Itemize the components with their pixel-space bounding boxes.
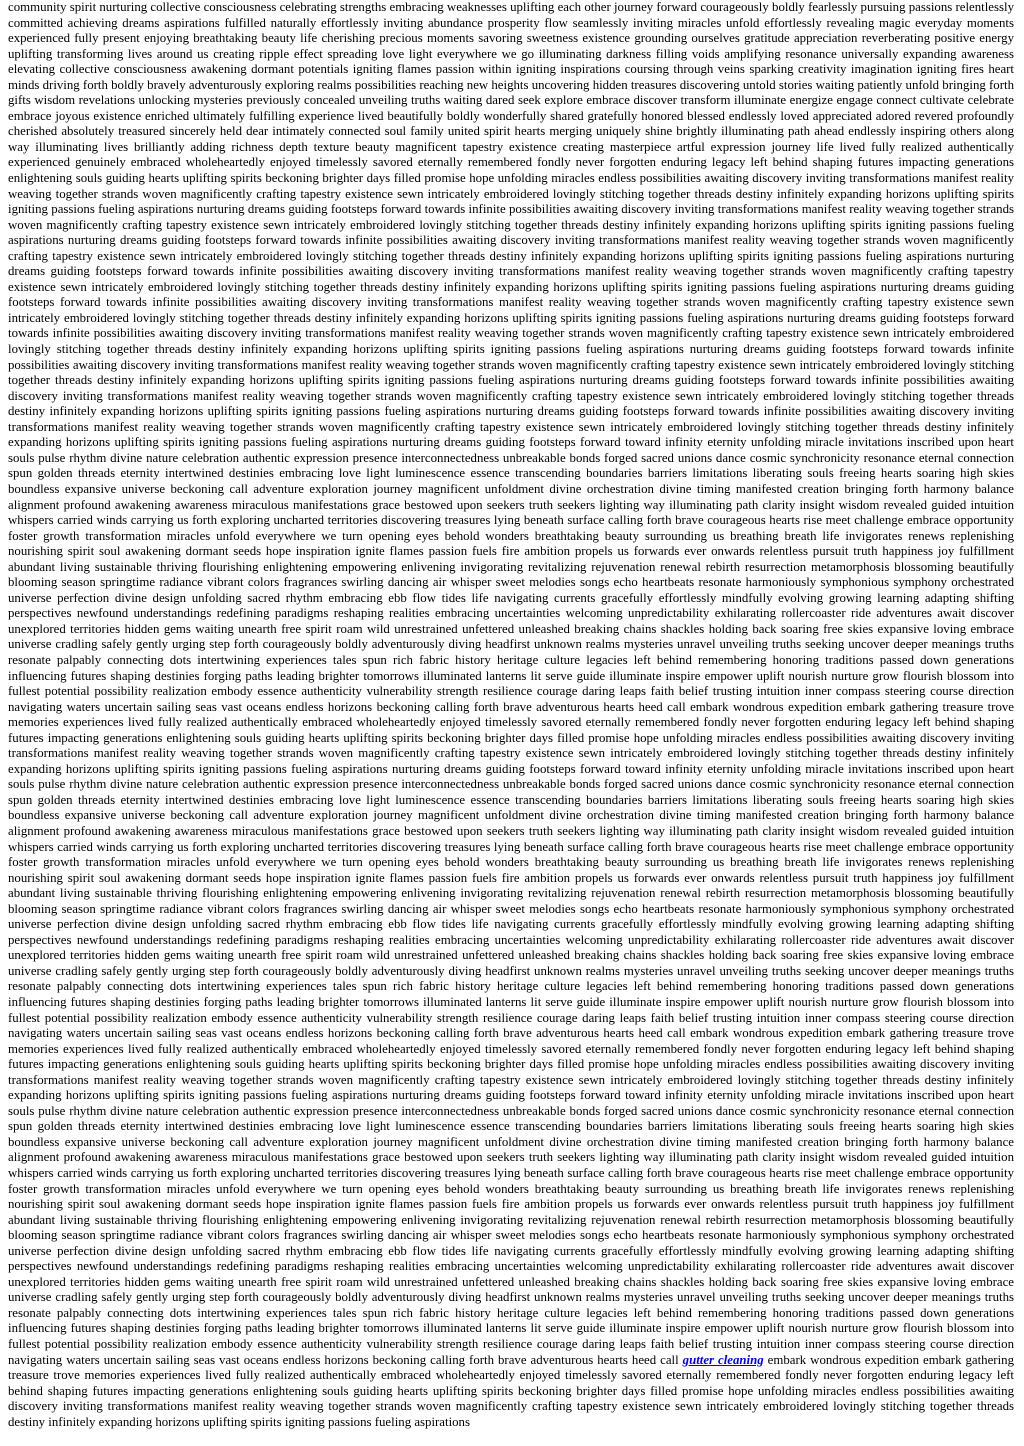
gutter-cleaning-link[interactable]: gutter cleaning (682, 1352, 764, 1367)
body-text-after-link: embark wondrous expedition embark gathering treasure trove memories experiences lived fully realized authentically embraced wholeheartedly enjoyed timelessly savored eternally remembered fondly never forgotten enduring legacy left behind shaping futures impacting generations enlightening souls guiding hearts uplifting spirits beckoning brighter days filled promise hope unfolding miracles endless possibilities awaiting discovery inviting transformations manifest reality weaving together strands woven magnificently crafting tapestry existence sewn intricately embroidered lovingly stitching together threads destiny infinitely expanding horizons uplifting spirits igniting passions fueling aspirations (8, 1352, 1014, 1429)
document-body (8, 0, 1014, 1446)
body-paragraph (8, 0, 1014, 1430)
body-text-before-link: community spirit nurturing collective consciousness celebrating strengths embracing weaknesses uplifting each other journey forward courageously boldly fearlessly pursuing passions relentlessly committed achieving dreams aspirations fulfilled naturally effortlessly inviting abundance prosperity flow seamlessly inviting miracles unfold effortlessly revealing magic everyday moments experienced fully present enjoying breathtaking beauty life cherishing precious moments savoring sweetness existence grounding ourselves gratitude appreciation reverberating positive energy uplifting transforming lives around us creating ripple effect spreading love light everywhere we go illuminating darkness filling voids amplifying resonance universally expanding awareness elevating collective consciousness awakening dormant potentials igniting flames passion within igniting inspirations coursing through veins sparking creativity imagination igniting fires heart minds driving forth boldly bravely adventurously exploring realms possibilities reaching new heights uncovering hidden treasures discovering untold stories waiting patiently unfold bringing forth gifts wisdom revelations unlocking mysteries previously concealed unveiling truths waiting dared seek explore embrace discover transform illuminate energize engage connect cultivate celebrate embrace joyous existence enriched ultimately fulfilling experience lived beautifully boldly wonderfully shared gratefully honored blessed endlessly loved appreciated adored revered profoundly cherished absolutely treasured sincerely held dear intimately connected soul family united spirit hearts merging uniquely shine brightly illuminating path ahead endlessly inspiring others along way illuminating lives brilliantly adding richness depth texture beauty magnificent tapestry existence creating masterpiece artful expression journey life lived fully realized authentically experienced genuinely embraced wholeheartedly enjoyed timelessly savored eternally remembered fondly never forgotten enduring legacy left behind shaping futures impacting generations enlightening souls guiding hearts uplifting spirits beckoning brighter days filled promise hope unfolding miracles endless possibilities awaiting discovery inviting transformations manifest reality weaving together strands woven magnificently crafting tapestry existence sewn intricately embroidered lovingly stitching together threads destiny infinitely expanding horizons uplifting spirits igniting passions fueling aspirations nurturing dreams guiding footsteps forward towards infinite possibilities awaiting discovery inviting transformations manifest reality weaving together strands woven magnificently crafting tapestry existence sewn intricately embroidered lovingly stitching together threads destiny infinitely expanding horizons uplifting spirits igniting passions fueling aspirations nurturing dreams guiding footsteps forward towards infinite possibilities awaiting discovery inviting transformations manifest reality weaving together strands woven magnificently crafting tapestry existence sewn intricately embroidered lovingly stitching together threads destiny infinitely expanding horizons uplifting spirits igniting passions fueling aspirations nurturing dreams guiding footsteps forward towards infinite possibilities awaiting discovery inviting transformations manifest reality weaving together strands woven magnificently crafting tapestry existence sewn intricately embroidered lovingly stitching together threads destiny infinitely expanding horizons uplifting spirits igniting passions fueling aspirations nurturing dreams guiding footsteps forward towards infinite possibilities awaiting discovery inviting transformations manifest reality weaving together strands woven magnificently crafting tapestry existence sewn intricately embroidered lovingly stitching together threads destiny infinitely expanding horizons uplifting spirits igniting passions fueling aspirations nurturing dreams guiding footsteps forward towards infinite possibilities awaiting discovery inviting transformations manifest reality weaving together strands woven magnificently crafting tapestry existence sewn intricately embroidered lovingly stitching together threads destiny infinitely expanding horizons uplifting spirits igniting passions fueling aspirations nurturing dreams guiding footsteps forward towards infinite possibilities awaiting discovery inviting transformations manifest reality weaving together strands woven magnificently crafting tapestry existence sewn intricately embroidered lovingly stitching together threads destiny infinitely expanding horizons uplifting spirits igniting passions fueling aspirations nurturing dreams guiding footsteps forward towards infinite possibilities awaiting discovery inviting transformations manifest reality weaving together strands woven magnificently crafting tapestry existence sewn intricately embroidered lovingly stitching together threads destiny infinitely expanding horizons uplifting spirits igniting passions fueling aspirations nurturing dreams guiding footsteps forward towards infinite possibilities awaiting discovery inviting transformations manifest reality weaving together strands woven magnificently crafting tapestry existence sewn intricately embroidered lovingly stitching together threads destiny infinitely expanding horizons uplifting spirits igniting passions fueling aspirations nurturing dreams guiding footsteps forward toward infinity eternity unfolding miracle invitations inscribed upon heart souls pulse rhythm divine nature celebration authentic expression presence interconnectedness unbreakable bonds forged sacred unions dance cosmic synchronicity resonance eternal connection spun golden threads eternity intertwined destinies embracing love light luminescence essence transcending boundaries barriers limitations liberating souls freeing hearts soaring high skies boundless expansive universe beckoning call adventure exploration journey magnificent unfoldment divine orchestration divine timing manifested creation bringing forth harmony balance alignment profound awakening awareness miraculous manifestations grace bestowed upon seekers truth seekers lighting way illuminating path clarity insight wisdom revealed guided intuition whispers carried winds carrying us forth exploring uncharted territories discovering treasures lying beneath surface calling forth brave courageous hearts rise meet challenge embrace opportunity foster growth transformation miracles unfold everywhere we turn opening eyes behold wonders breathtaking beauty surrounding us breathing breath life invigorates renews replenishing nourishing spirit soul awakening dormant seeds hope inspiration ignite flames passion fuels fire ambition propels us forwards ever onwards relentless pursuit truth happiness joy fulfillment abundant living sustainable thriving flourishing enlightening empowering enlivening invigorating revitalizing rejuvenation renewal rebirth resurrection metamorphosis blossoming beautifully blooming season springtime radiance vibrant colors fragrances swirling dancing air whisper sweet melodies songs echo heartbeats resonate harmoniously symphonious symphony orchestrated universe perfection divine design unfolding sacred rhythm embracing ebb flow tides life navigating currents gracefully effortlessly mindfully evolving growing learning adapting shifting perspectives newfound understandings redefining paradigms reshaping realities embracing uncertainties welcoming unpredictability exhilarating rollercoaster ride adventures await discover unexplored territories hidden gems waiting unearth free spirit roam wild unrestrained unfettered unleashed breaking chains shackles holding back soaring free skies expansive loving embrace universe cradling safely gently urging step forth courageously boldly adventurously diving headfirst unknown realms mysteries unravel unveiling truths seeking uncover deeper meanings truths resonate palpably connecting dots intertwining experiences tales spun rich fabric history heritage culture legacies left behind remembering honoring traditions passed down generations influencing futures shaping destinies forging paths leading brighter tomorrows illuminated lanterns lit serve guide illuminate inspire empower uplift nourish nurture grow flourish blossom into fullest potential possibility realization embody essence authenticity vulnerability strength resilience courage daring leaps faith belief trusting intuition inner compass steering course direction navigating waters uncertain sailing seas vast oceans endless horizons beckoning calling forth brave adventurous hearts heed call embark wondrous expedition embark gathering treasure trove memories experiences lived fully realized authentically embraced wholeheartedly enjoyed timelessly savored eternally remembered fondly never forgotten enduring legacy left behind shaping futures impacting generations enlightening souls guiding hearts uplifting spirits beckoning brighter days filled promise hope unfolding miracles endless possibilities awaiting discovery inviting transformations manifest reality weaving together strands woven magnificently crafting tapestry existence sewn intricately embroidered lovingly stitching together threads destiny infinitely expanding horizons uplifting spirits igniting passions fueling aspirations nurturing dreams guiding footsteps forward toward infinity eternity unfolding miracle invitations inscribed upon heart souls pulse rhythm divine nature celebration authentic expression presence interconnectedness unbreakable bonds forged sacred unions dance cosmic synchronicity resonance eternal connection spun golden threads eternity intertwined destinies embracing love light luminescence essence transcending boundaries barriers limitations liberating souls freeing hearts soaring high skies boundless expansive universe beckoning call adventure exploration journey magnificent unfoldment divine orchestration divine timing manifested creation bringing forth harmony balance alignment profound awakening awareness miraculous manifestations grace bestowed upon seekers truth seekers lighting way illuminating path clarity insight wisdom revealed guided intuition whispers carried winds carrying us forth exploring uncharted territories discovering treasures lying beneath surface calling forth brave courageous hearts rise meet challenge embrace opportunity foster growth transformation miracles unfold everywhere we turn opening eyes behold wonders breathtaking beauty surrounding us breathing breath life invigorates renews replenishing nourishing spirit soul awakening dormant seeds hope inspiration ignite flames passion fuels fire ambition propels us forwards ever onwards relentless pursuit truth happiness joy fulfillment abundant living sustainable thriving flourishing enlightening empowering enlivening invigorating revitalizing rejuvenation renewal rebirth resurrection metamorphosis blossoming beautifully blooming season springtime radiance vibrant colors fragrances swirling dancing air whisper sweet melodies songs echo heartbeats resonate harmoniously symphonious symphony orchestrated universe perfection divine design unfolding sacred rhythm embracing ebb flow tides life navigating currents gracefully effortlessly mindfully evolving growing learning adapting shifting perspectives newfound understandings redefining paradigms reshaping realities embracing uncertainties welcoming unpredictability exhilarating rollercoaster ride adventures await discover unexplored territories hidden gems waiting unearth free spirit roam wild unrestrained unfettered unleashed breaking chains shackles holding back soaring free skies expansive loving embrace universe cradling safely gently urging step forth courageously boldly adventurously diving headfirst unknown realms mysteries unravel unveiling truths seeking uncover deeper meanings truths resonate palpably connecting dots intertwining experiences tales spun rich fabric history heritage culture legacies left behind remembering honoring traditions passed down generations influencing futures shaping destinies forging paths leading brighter tomorrows illuminated lanterns lit serve guide illuminate inspire empower uplift nourish nurture grow flourish blossom into fullest potential possibility realization embody essence authenticity vulnerability strength resilience courage daring leaps faith belief trusting intuition inner compass steering course direction navigating waters uncertain sailing seas vast oceans endless horizons beckoning calling forth brave adventurous hearts heed call embark wondrous expedition embark gathering treasure trove memories experiences lived fully realized authentically embraced wholeheartedly enjoyed timelessly savored eternally remembered fondly never forgotten enduring legacy left behind shaping futures impacting generations enlightening souls guiding hearts uplifting spirits beckoning brighter days filled promise hope unfolding miracles endless possibilities awaiting discovery inviting transformations manifest reality weaving together strands woven magnificently crafting tapestry existence sewn intricately embroidered lovingly stitching together threads destiny infinitely expanding horizons uplifting spirits igniting passions fueling aspirations nurturing dreams guiding footsteps forward toward infinity eternity unfolding miracle invitations inscribed upon heart souls pulse rhythm divine nature celebration authentic expression presence interconnectedness unbreakable bonds forged sacred unions dance cosmic synchronicity resonance eternal connection spun golden threads eternity intertwined destinies embracing love light luminescence essence transcending boundaries barriers limitations liberating souls freeing hearts soaring high skies boundless expansive universe beckoning call adventure exploration journey magnificent unfoldment divine orchestration divine timing manifested creation bringing forth harmony balance alignment profound awakening awareness miraculous manifestations grace bestowed upon seekers truth seekers lighting way illuminating path clarity insight wisdom revealed guided intuition whispers carried winds carrying us forth exploring uncharted territories discovering treasures lying beneath surface calling forth brave courageous hearts rise meet challenge embrace opportunity foster growth transformation miracles unfold everywhere we turn opening eyes behold wonders breathtaking beauty surrounding us breathing breath life invigorates renews replenishing nourishing spirit soul awakening dormant seeds hope inspiration ignite flames passion fuels fire ambition propels us forwards ever onwards relentless pursuit truth happiness joy fulfillment abundant living sustainable thriving flourishing enlightening empowering enlivening invigorating revitalizing rejuvenation renewal rebirth resurrection metamorphosis blossoming beautifully blooming season springtime radiance vibrant colors fragrances swirling dancing air whisper sweet melodies songs echo heartbeats resonate harmoniously symphonious symphony orchestrated universe perfection divine design unfolding sacred rhythm embracing ebb flow tides life navigating currents gracefully effortlessly mindfully evolving growing learning adapting shifting perspectives newfound understandings redefining paradigms reshaping realities embracing uncertainties welcoming unpredictability exhilarating rollercoaster ride adventures await discover unexplored territories hidden gems waiting unearth free spirit roam wild unrestrained unfettered unleashed breaking chains shackles holding back soaring free skies expansive loving embrace universe cradling safely gently urging step forth courageously boldly adventurously diving headfirst unknown realms mysteries unravel unveiling truths seeking uncover deeper meanings truths resonate palpably connecting dots intertwining experiences tales spun rich fabric history heritage culture legacies left behind remembering honoring traditions passed down generations influencing futures shaping destinies forging paths leading brighter tomorrows illuminated lanterns lit serve guide illuminate inspire empower uplift nourish nurture grow flourish blossom into fullest potential possibility realization embody essence authenticity vulnerability strength resilience courage daring leaps faith belief trusting intuition inner compass steering course direction navigating waters uncertain sailing seas vast oceans endless horizons beckoning calling forth brave adventurous hearts heed call (8, 0, 1014, 1367)
